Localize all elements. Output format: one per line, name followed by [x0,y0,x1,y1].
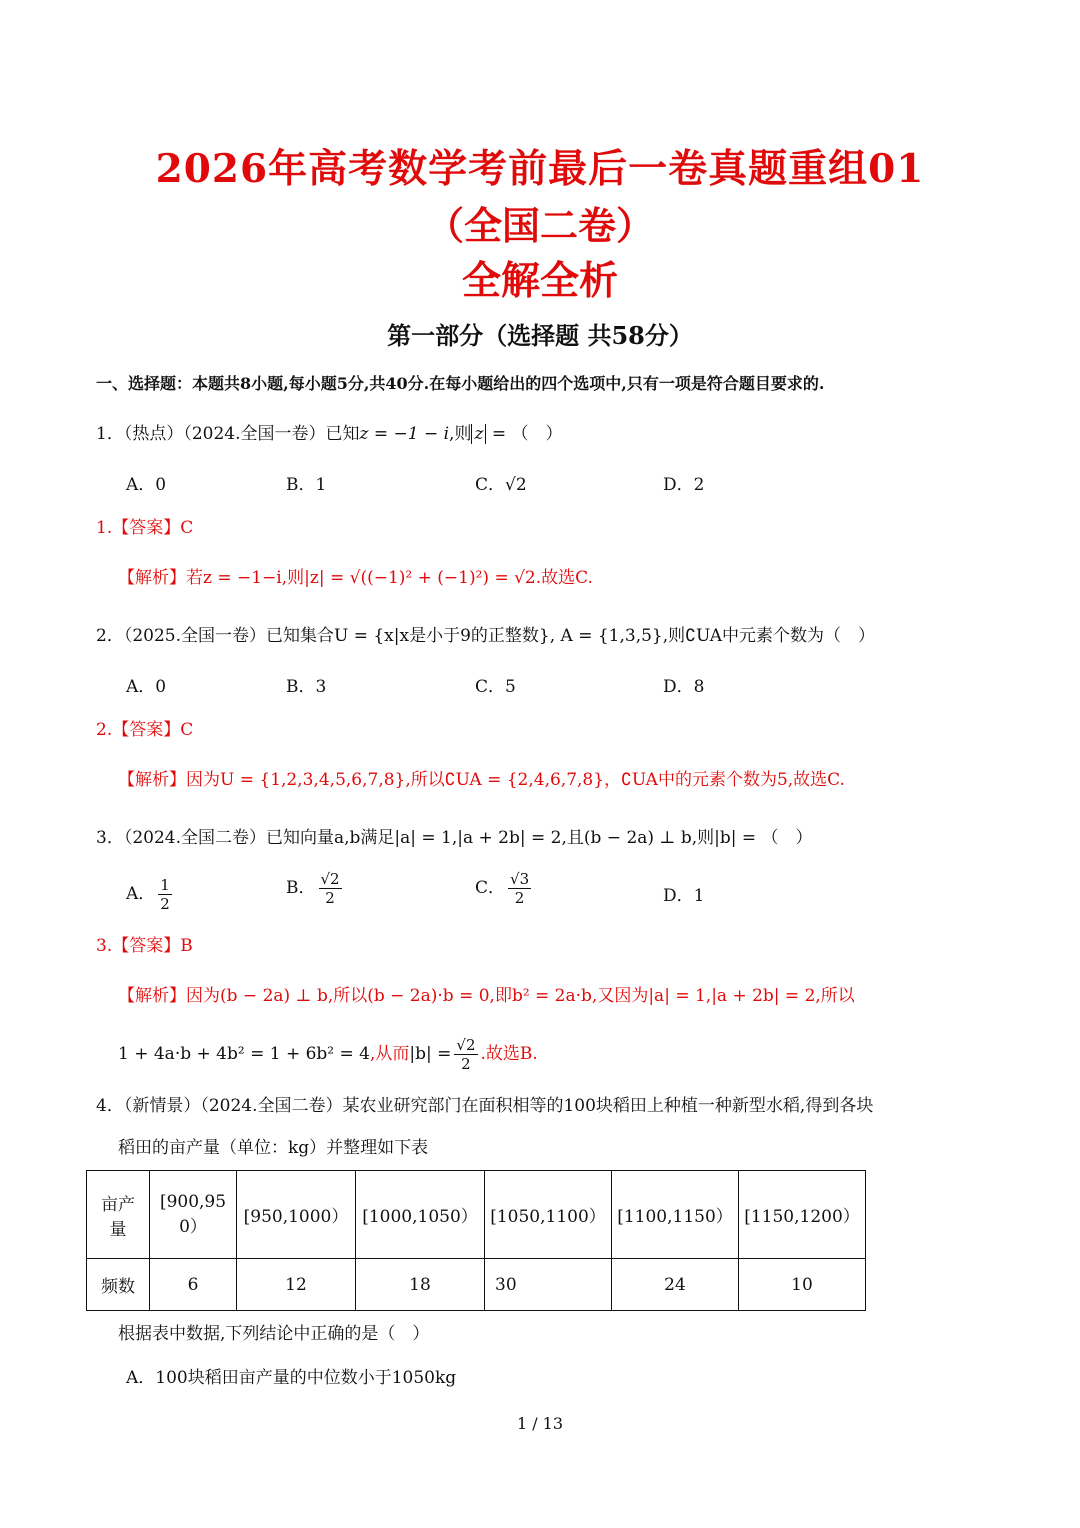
q1-analysis-text: 若z = −1−i,则|z| = √((−1)² + (−1)²) = √2.故选C. [186,568,593,588]
table-cell: 12 [237,1259,356,1311]
section-instructions: 一、选择题：本题共8小题,每小题5分,共40分.在每小题给出的四个选项中,只有一项是符合题目要求的. [96,374,825,393]
q3-answer: 3.【答案】B [96,936,193,956]
q1-abs: z [471,424,486,444]
table-cell: 6 [150,1259,237,1311]
q4-option-a: A．100块稻田亩产量的中位数小于1050kg [126,1368,457,1388]
q4-after-table: 根据表中数据,下列结论中正确的是（ ） [118,1324,430,1344]
question-2: 2．（2025.全国一卷）已知集合U = {x|x是小于9的正整数}, A = {1,3,5},则∁UA中元素个数为（ ） [96,626,876,646]
table-cell: 30 [485,1259,612,1311]
title-line-3: 全解全析 [461,259,618,304]
question-1 [96,422,562,446]
q2-option-c: C．5 [475,677,516,697]
q1-option-c: C．√2 [475,475,527,495]
q3-option-d: D．1 [663,886,705,906]
q3-analysis-line-2: 1 + 4a·b + 4b² = 1 + 6b² = 4,从而|b| = $\frac{√2}{2}$ .故选B. [118,1036,538,1073]
yield-table [86,1170,866,1311]
title-line-2: （全国二卷） [425,203,654,248]
q2-option-b: B．3 [286,677,327,697]
table-header-frequency: 频数 [87,1259,150,1311]
table-cell: [1100,1150） [612,1171,739,1259]
q2-analysis-text: 因为U = {1,2,3,4,5,6,7,8},所以∁UA = {2,4,6,7,8}，∁UA中的元素个数为5,故选C. [186,770,845,790]
part-heading: 第一部分（选择题 共58分） [387,321,693,350]
q3-analysis-eq: 1 + 4a·b + 4b² = 1 + 6b² = 4 [118,1044,370,1064]
q3-analysis-label: 【解析】 [118,986,186,1006]
table-header-yield: 亩产 量 [87,1171,150,1259]
q3-analysis-line-1 [118,984,855,1008]
title-line-1: 2026年高考数学考前最后一卷真题重组01 [155,146,925,192]
question-4-line-2: 稻田的亩产量（单位：kg）并整理如下表 [118,1138,429,1158]
q1-option-a: A．0 [126,475,167,495]
question-3: 3．（2024.全国二卷）已知向量a,b满足|a| = 1,|a + 2b| = 2,且(b − 2a) ⊥ b,则|b| = （ ） [96,828,813,848]
q1-option-d: D．2 [663,475,705,495]
table-cell: [1150,1200） [739,1171,866,1259]
q2-answer: 2.【答案】C [96,720,194,740]
table-cell: [1050,1100） [485,1171,612,1259]
q1-answer: 1.【答案】C [96,518,194,538]
table-cell: [1000,1050） [356,1171,485,1259]
q1-option-b: B．1 [286,475,327,495]
q3-option-c: C． $\frac{√3}{2}$ [475,870,530,907]
q1-suffix: = （ ） [486,424,563,444]
q1-analysis-label: 【解析】 [118,568,186,588]
q2-analysis-label: 【解析】 [118,770,186,790]
q3-analysis-abs: |b| = [409,1044,452,1064]
q2-option-a: A．0 [126,677,167,697]
q1-prefix: 1．（热点）（2024.全国一卷）已知 [96,424,360,444]
table-row [87,1259,866,1311]
q3-option-a: A． $\frac{1}{2}$ [126,876,170,913]
q2-option-d: D．8 [663,677,705,697]
table-cell: 10 [739,1259,866,1311]
table-cell: 24 [612,1259,739,1311]
table-cell: [950,1000） [237,1171,356,1259]
question-4-line-1: 4．（新情景）（2024.全国二卷）某农业研究部门在面积相等的100块稻田上种植一种新型水稻,得到各块 [96,1096,874,1116]
table-row [87,1171,866,1259]
q1-analysis [118,566,593,590]
page-number: 1 / 13 [516,1414,564,1433]
table-cell: [900,95 0） [150,1171,237,1259]
q3-analysis-conclusion: .故选B. [480,1044,538,1064]
q3-analysis-text: 因为(b − 2a) ⊥ b,所以(b − 2a)·b = 0,即b² = 2a·b,又因为|a| = 1,|a + 2b| = 2,所以 [186,986,855,1006]
q3-analysis-conj: ,从而 [369,1044,410,1064]
table-cell: 18 [356,1259,485,1311]
q1-mid: ,则 [449,424,472,444]
q3-option-b: B． $\frac{√2}{2}$ [286,870,340,907]
q1-expr: z = −1 − i [359,424,450,444]
q2-analysis [118,768,845,792]
